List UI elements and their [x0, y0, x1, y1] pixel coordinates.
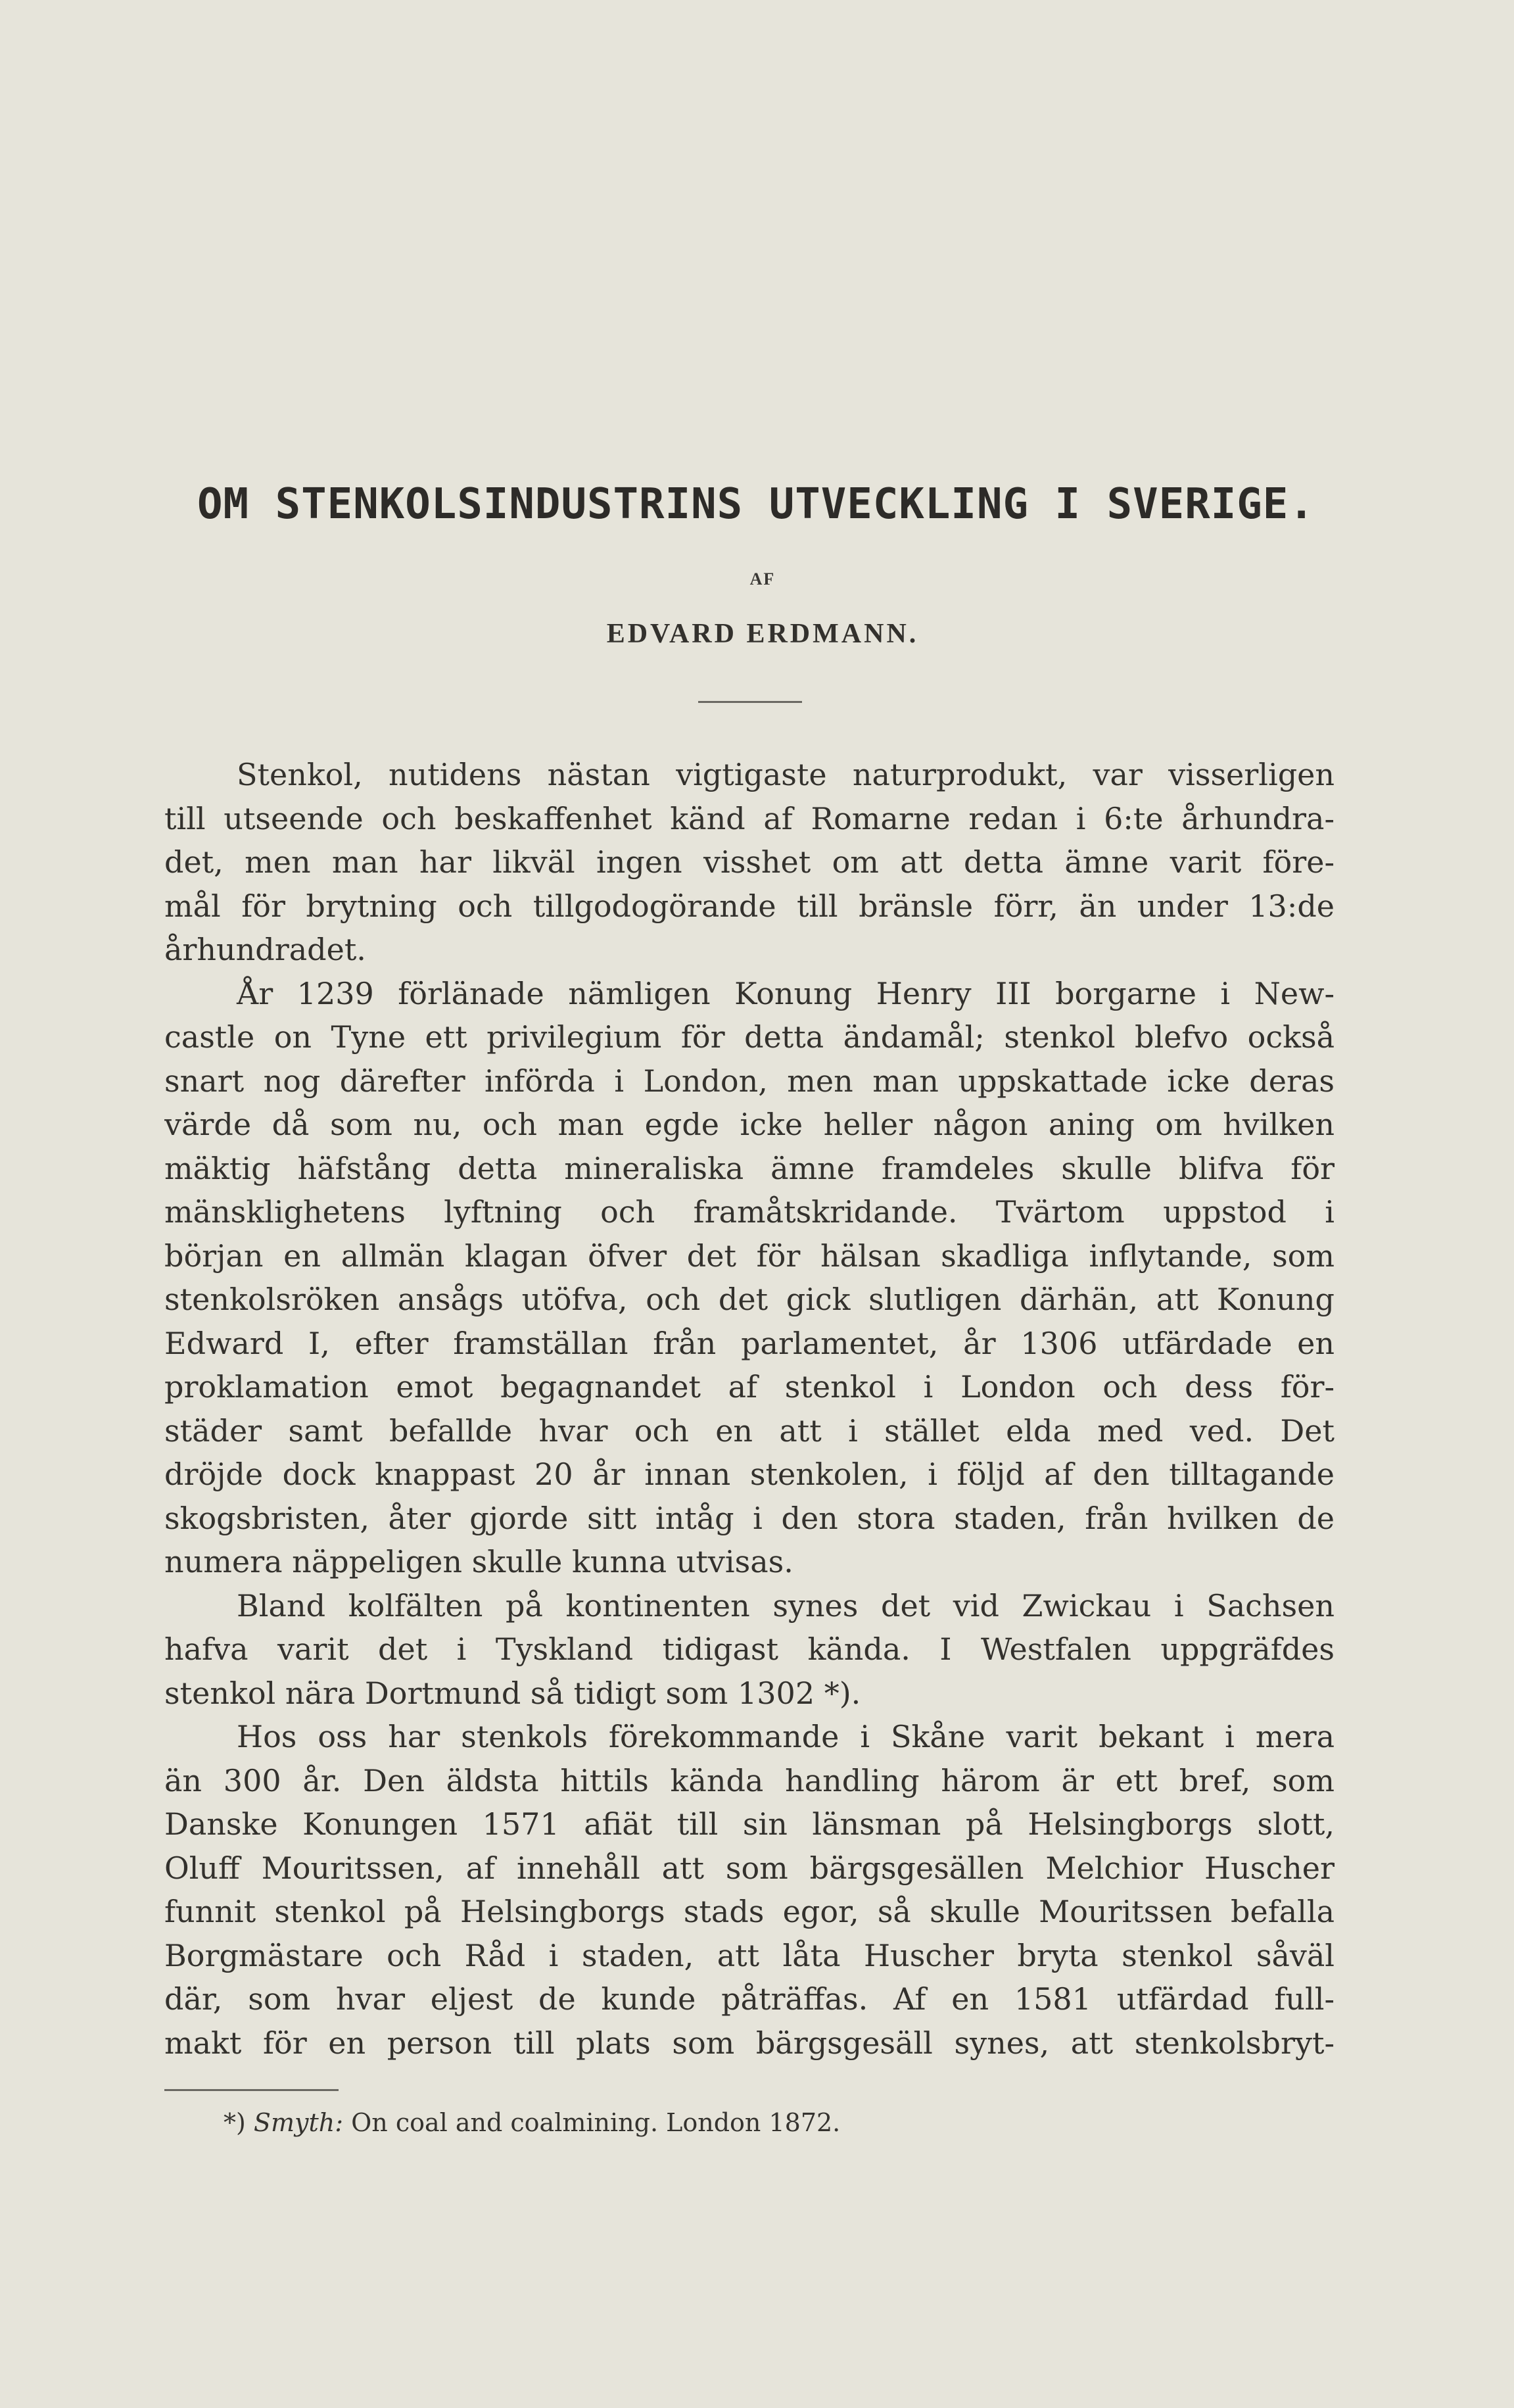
text-line: dröjde dock knappast 20 år innan stenkolen, i följd af den tilltagande [164, 1457, 1335, 1492]
byline-author: EDVARD ERDMANN. [606, 619, 919, 649]
article-title: OM STENKOLSINDUSTRINS UTVECKLING I SVERIGE. [197, 480, 1315, 529]
footnote-author: Smyth: [253, 2108, 344, 2137]
text-line: där, som hvar eljest de kunde påträffas. Af en 1581 utfärdad full- [164, 1981, 1335, 2017]
text-line: städer samt befallde hvar och en att i stället elda med ved. Det [164, 1412, 1335, 1449]
text-line: mäktig häfstång detta mineraliska ämne framdeles skulle blifva för [164, 1150, 1335, 1186]
text-line: Oluff Mouritssen, af innehåll att som bärgsgesällen Melchior Huscher [164, 1850, 1335, 1886]
footnote [224, 2104, 1210, 2141]
text-line: hafva varit det i Tyskland tidigast kända. I Westfalen uppgräfdes [164, 1631, 1335, 1667]
text-line: Edward I, efter framställan från parlamentet, år 1306 utfärdade en [164, 1325, 1335, 1361]
text-line: stenkolsröken ansågs utöfva, och det gick slutligen därhän, att Konung [164, 1282, 1335, 1317]
body-text [164, 753, 1335, 2065]
text-line: snart nog därefter införda i London, men man uppskattade icke deras [164, 1063, 1335, 1099]
text-line: proklamation emot begagnandet af stenkol i London och dess för- [164, 1369, 1335, 1405]
text-line: Bland kolfälten på kontinenten synes det vid Zwickau i Sachsen [237, 1587, 1335, 1624]
text-line: castle on Tyne ett privilegium för detta ändamål; stenkol blefvo också [164, 1019, 1335, 1055]
text-line: början en allmän klagan öfver det för hälsan skadliga inflytande, som [164, 1238, 1335, 1274]
text-line: århundradet. [164, 932, 366, 967]
text-line: numera näppeligen skulle kunna utvisas. [164, 1544, 793, 1579]
text-line: Stenkol, nutidens nästan vigtigaste naturprodukt, var visserligen [237, 757, 1335, 792]
text-line: värde då som nu, och man egde icke heller någon aning om hvilken [164, 1107, 1335, 1142]
footnote-divider [164, 2089, 339, 2091]
footnote-text: On coal and coalmining. London 1872. [351, 2108, 841, 2137]
text-line: Danske Konungen 1571 afiät till sin länsman på Helsingborgs slott, [164, 1806, 1335, 1842]
text-line: till utseende och beskaffenhet känd af Romarne redan i 6:te århundra- [164, 800, 1335, 836]
text-line: makt för en person till plats som bärgsgesäll synes, att stenkolsbryt- [164, 2025, 1335, 2061]
text-line: Hos oss har stenkols förekommande i Skåne varit bekant i mera [237, 1719, 1335, 1754]
text-line: funnit stenkol på Helsingborgs stads egor, så skulle Mouritssen befalla [164, 1894, 1335, 1929]
text-line: År 1239 förlänade nämligen Konung Henry III borgarne i New- [237, 975, 1335, 1011]
text-line: mänsklighetens lyftning och framåtskridande. Tvärtom uppstod i [164, 1194, 1335, 1230]
footnote-marker: *) [224, 2108, 246, 2137]
title-divider [698, 701, 802, 703]
text-line: det, men man har likväl ingen visshet om att detta ämne varit före- [164, 844, 1335, 880]
text-line: stenkol nära Dortmund så tidigt som 1302 *). [164, 1675, 861, 1711]
text-line: Borgmästare och Råd i staden, att låta Huscher bryta stenkol såväl [164, 1937, 1335, 1973]
text-line: mål för brytning och tillgodogörande till bränsle förr, än under 13:de [164, 888, 1335, 924]
text-line: än 300 år. Den äldsta hittils kända handling härom är ett bref, som [164, 1762, 1335, 1798]
byline-af: AF [749, 569, 776, 589]
text-line: skogsbristen, åter gjorde sitt intåg i den stora staden, från hvilken de [164, 1500, 1335, 1536]
